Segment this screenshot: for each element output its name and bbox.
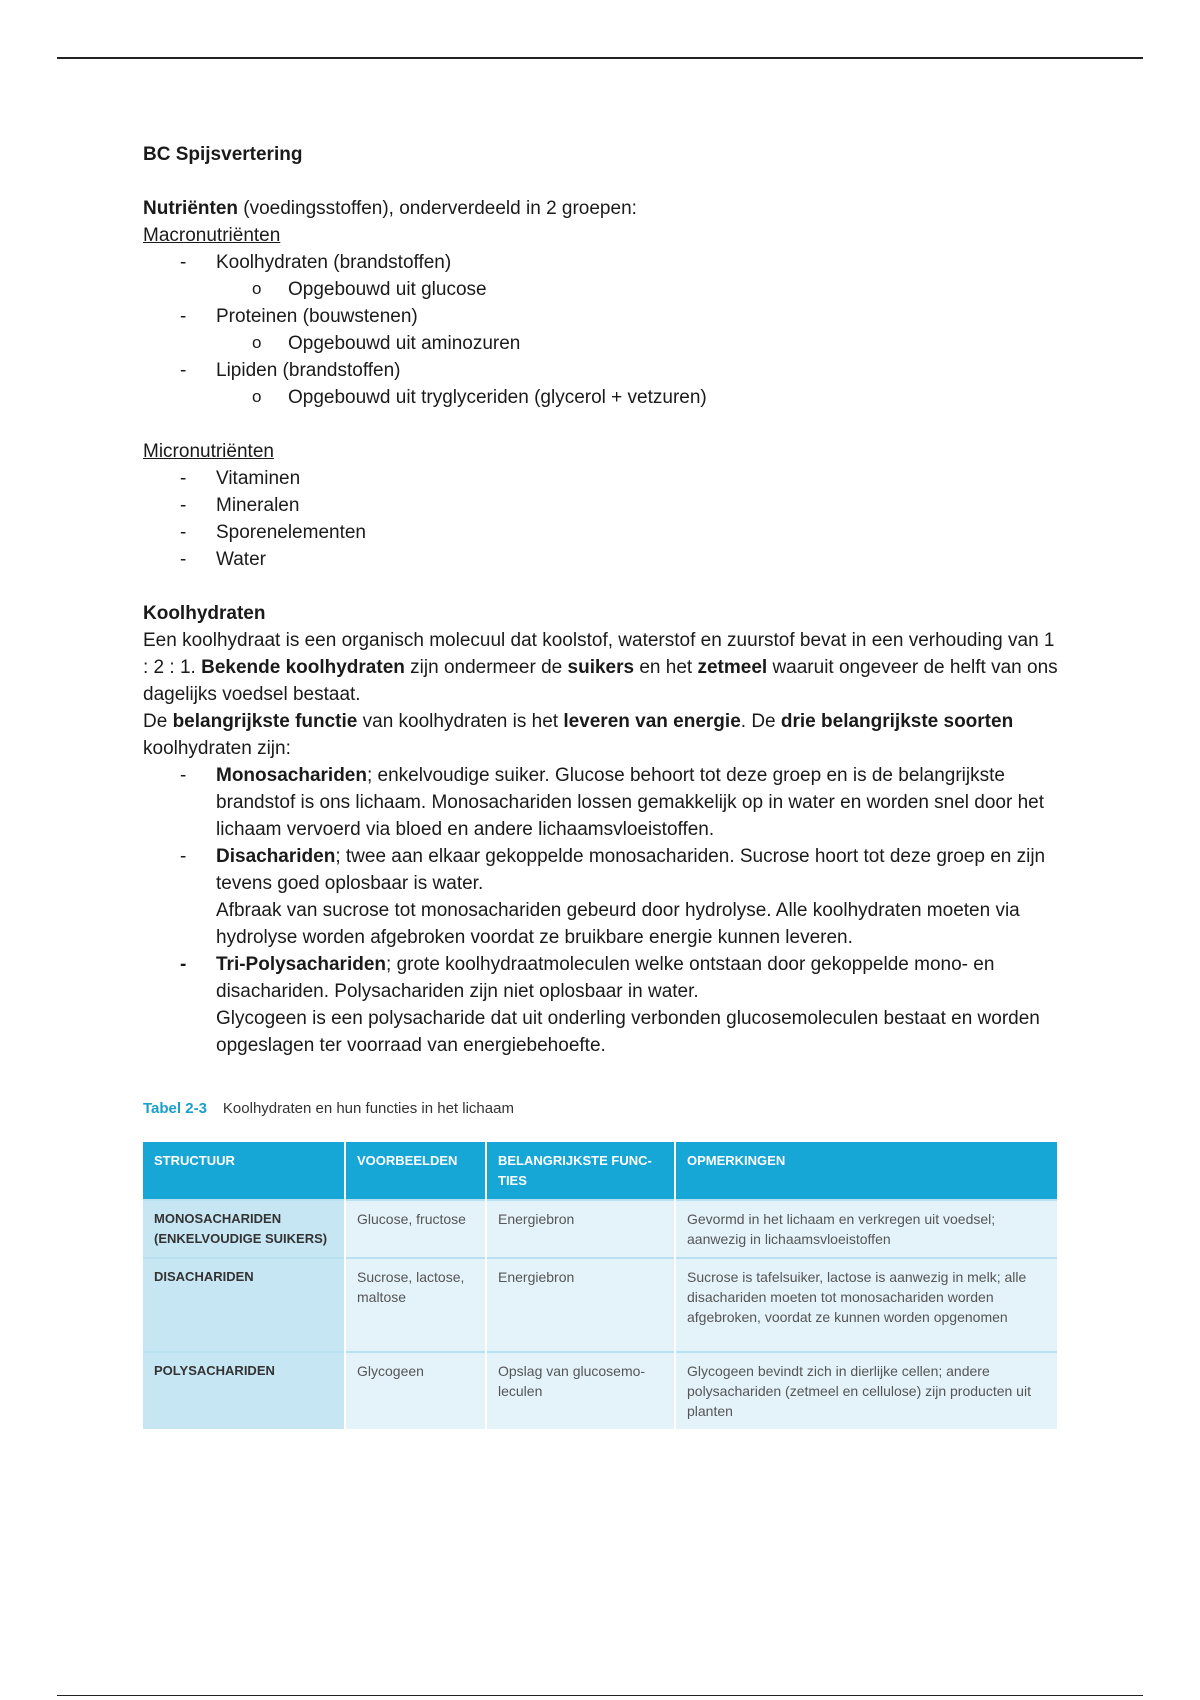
intro-rest: (voedingsstoffen), onderverdeeld in 2 groepen: (238, 198, 637, 219)
page-title: BC Spijsvertering (143, 144, 303, 165)
intro-line (143, 195, 1063, 222)
text-run: koolhydraten zijn: (143, 738, 291, 759)
text-run: Een koolhydraat is een organisch molecuul dat koolstof, waterstof en zuurstof bevat in een verhouding van 1 : 2 : 1. (143, 630, 1055, 678)
table-row (143, 1352, 1057, 1429)
type-term: Disachariden (216, 846, 336, 867)
macro-subitem: o Opgebouwd uit tryglyceriden (glycerol + vetzuren) (143, 384, 1063, 411)
column-header: BELANGRIJKSTE FUNC- TIES (486, 1142, 675, 1200)
table-cell: POLYSACHARIDEN (143, 1352, 345, 1429)
table-cell: Energiebron (486, 1258, 675, 1352)
type-term: Tri-Polysachariden (216, 954, 387, 975)
footer-rule (57, 1695, 1143, 1696)
table-row (143, 1200, 1057, 1258)
type-item-disachariden (143, 843, 1063, 951)
type-term: Monosachariden (216, 765, 367, 786)
text-run: van koolhydraten is het (357, 711, 564, 732)
macro-item: - Koolhydraten (brandstoffen) (143, 249, 1063, 276)
macro-list (143, 249, 1063, 411)
column-header: STRUCTUUR (143, 1142, 345, 1200)
micro-heading: Micronutriënten (143, 441, 274, 462)
table-cell: Energiebron (486, 1200, 675, 1258)
micro-list (143, 465, 1063, 573)
type-text: ; grote koolhydraatmoleculen welke ontstaan door gekoppelde mono- en disachariden. Polysachariden zijn niet oplosbaar in water. (216, 954, 995, 1002)
type-extra: Afbraak van sucrose tot monosachariden gebeurd door hydrolyse. Alle koolhydraten moeten via hydrolyse worden afgebroken voordat ze bruikbare energie kunnen leveren. (216, 900, 1020, 948)
header-rule (57, 57, 1143, 59)
macro-item: - Lipiden (brandstoffen) (143, 357, 1063, 384)
table-cell: Sucrose, lactose, maltose (345, 1258, 486, 1352)
table-header-row (143, 1142, 1057, 1200)
macro-subitem: o Opgebouwd uit glucose (143, 276, 1063, 303)
table-cell: Gevormd in het lichaam en verkregen uit voedsel; aanwezig in lichaamsvloeistoffen (675, 1200, 1057, 1258)
table-caption-text: Koolhydraten en hun functies in het lichaam (222, 1100, 514, 1117)
type-text: ; enkelvoudige suiker. Glucose behoort tot deze groep en is de belangrijkste brandstof is ons lichaam. Monosachariden lossen gemakkelijk op in water en worden snel door het lichaam vervoerd via bloed en andere lichaamsvloeistoffen. (216, 765, 1045, 840)
table-cell: Sucrose is tafelsuiker, lactose is aanwezig in melk; alle disachariden moeten tot monosachariden worden afgebroken, voordat ze kunnen worden opgenomen (675, 1258, 1057, 1352)
bold-run: leveren van energie (563, 711, 741, 732)
table-caption-label: Tabel 2-3 (143, 1100, 207, 1117)
micro-item: - Mineralen (143, 492, 1063, 519)
koolhydraten-paragraph-2 (143, 708, 1063, 762)
table-cell: DISACHARIDEN (143, 1258, 345, 1352)
type-item-polysachariden (143, 951, 1063, 1059)
text-run: De (143, 711, 173, 732)
text-run: waaruit ongeveer de helft van ons dagelijks voedsel bestaat. (143, 657, 1058, 705)
koolhydraten-heading: Koolhydraten (143, 603, 266, 624)
text-run: zijn ondermeer de (404, 657, 568, 678)
koolhydraten-table (143, 1142, 1057, 1429)
table-cell: MONOSACHARIDEN (ENKELVOUDIGE SUIKERS) (143, 1200, 345, 1258)
column-header: VOORBEELDEN (345, 1142, 486, 1200)
type-extra: Glycogeen is een polysacharide dat uit onderling verbonden glucosemoleculen bestaat en worden opgeslagen ter voorraad van energiebehoefte. (216, 1008, 1040, 1056)
text-run: en het (634, 657, 698, 678)
bold-run: suikers (567, 657, 635, 678)
bold-run: drie belangrijkste soorten (780, 711, 1014, 732)
bold-run: zetmeel (697, 657, 768, 678)
intro-term: Nutriënten (143, 198, 238, 219)
table-cell: Glucose, fructose (345, 1200, 486, 1258)
table-cell: Opslag van glucosemo- leculen (486, 1352, 675, 1429)
koolhydraten-paragraph-1 (143, 627, 1063, 708)
table-cell: Glycogeen bevindt zich in dierlijke cellen; andere polysachariden (zetmeel en cellulose) zijn producten uit planten (675, 1352, 1057, 1429)
macro-item: - Proteinen (bouwstenen) (143, 303, 1063, 330)
document-body (143, 141, 1063, 1059)
koolhydraten-types (143, 762, 1063, 1059)
type-text: ; twee aan elkaar gekoppelde monosachariden. Sucrose hoort tot deze groep en zijn tevens goed oplosbaar is water. (216, 846, 1046, 894)
table-row (143, 1258, 1057, 1352)
column-header: OPMERKINGEN (675, 1142, 1057, 1200)
text-run: . De (740, 711, 781, 732)
micro-item: - Vitaminen (143, 465, 1063, 492)
micro-item: - Sporenelementen (143, 519, 1063, 546)
micro-item: - Water (143, 546, 1063, 573)
macro-heading: Macronutriënten (143, 225, 281, 246)
bold-run: Bekende koolhydraten (201, 657, 405, 678)
table-cell: Glycogeen (345, 1352, 486, 1429)
type-item-monosachariden (143, 762, 1063, 843)
macro-subitem: o Opgebouwd uit aminozuren (143, 330, 1063, 357)
bold-run: belangrijkste functie (172, 711, 358, 732)
table-caption (143, 1100, 514, 1117)
